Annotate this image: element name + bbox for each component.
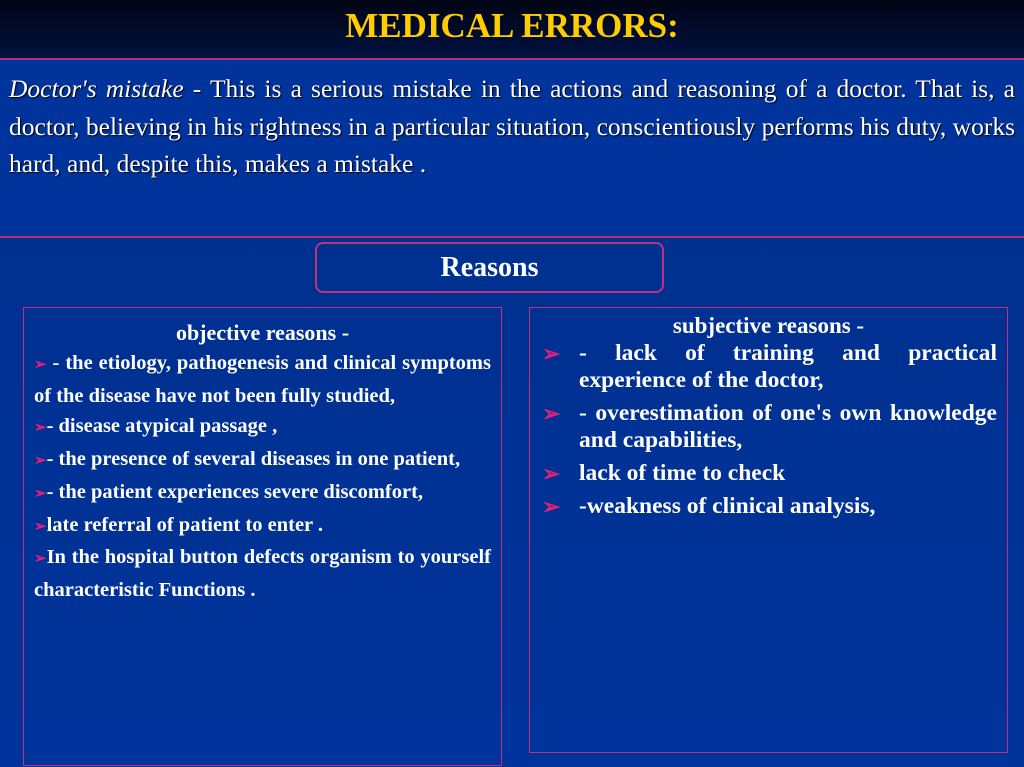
list-item xyxy=(34,477,491,510)
subjective-heading: subjective reasons - xyxy=(672,313,865,338)
list-item xyxy=(542,460,997,487)
list-item xyxy=(542,493,997,520)
arrow-bullet-icon: ➢ xyxy=(34,453,47,470)
arrow-bullet-icon: ➢ xyxy=(34,518,47,535)
item-text: - disease atypical passage , xyxy=(46,415,278,438)
item-text: - the patient experiences severe discomfort, xyxy=(46,480,424,503)
reasons-heading: Reasons xyxy=(315,242,664,293)
list-item xyxy=(34,444,491,477)
subjective-reasons-box xyxy=(529,307,1008,753)
arrow-bullet-icon: ➢ xyxy=(34,551,47,568)
arrow-bullet-icon: ➢ xyxy=(542,341,561,366)
list-item xyxy=(542,400,997,454)
subjective-list xyxy=(530,340,1007,520)
arrow-bullet-icon: ➢ xyxy=(34,357,47,373)
item-text: - lack of training and practical experience of the doctor, xyxy=(579,340,997,393)
item-text: - overestimation of one's own knowledge and capabilities, xyxy=(579,400,997,453)
title-bar xyxy=(0,0,1024,60)
arrow-bullet-icon: ➢ xyxy=(542,494,561,519)
definition-term: Doctor's mistake xyxy=(9,74,184,103)
list-item xyxy=(542,340,997,394)
slide-title: MEDICAL ERRORS: xyxy=(345,6,679,45)
list-item xyxy=(34,348,491,411)
item-text: - the presence of several diseases in one patient, xyxy=(46,448,461,471)
arrow-bullet-icon: ➢ xyxy=(34,485,47,502)
objective-list xyxy=(24,348,501,606)
definition-paragraph xyxy=(9,70,1015,183)
list-item xyxy=(34,542,491,605)
item-text: In the hospital button defects organism to yourself characteristic Functions . xyxy=(34,546,491,601)
objective-heading: objective reasons - xyxy=(175,320,350,345)
arrow-bullet-icon: ➢ xyxy=(542,401,561,426)
item-text: lack of time to check xyxy=(579,460,786,486)
definition-section xyxy=(0,60,1024,238)
arrow-bullet-icon: ➢ xyxy=(34,420,47,437)
definition-text: - This is a serious mistake in the actions and reasoning of a doctor. That is, a doctor, believing in his rightness in a particular situation, conscientiously performs his duty, works hard, and, despite this, makes a mistake . xyxy=(9,74,1016,178)
item-text: -weakness of clinical analysis, xyxy=(579,493,876,519)
arrow-bullet-icon: ➢ xyxy=(542,461,561,486)
item-text: - the etiology, pathogenesis and clinical symptoms of the disease have not been fully studied, xyxy=(34,352,491,407)
item-text: late referral of patient to enter . xyxy=(46,513,324,536)
objective-reasons-box xyxy=(23,307,502,766)
list-item xyxy=(34,411,491,444)
list-item xyxy=(34,510,491,543)
